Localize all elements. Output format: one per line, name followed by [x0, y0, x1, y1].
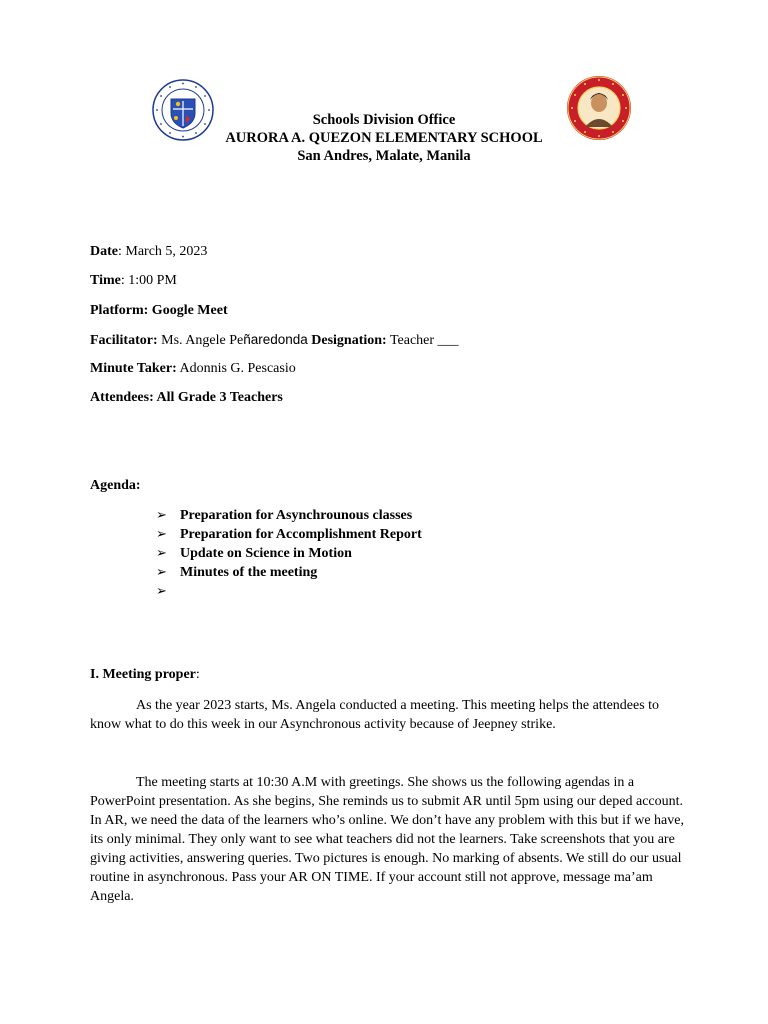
- date-value: : March 5, 2023: [118, 244, 208, 259]
- minute-taker-label: Minute Taker:: [90, 361, 177, 376]
- paragraph-2-text: The meeting starts at 10:30 A.M with greetings. She shows us the following agendas in a PowerPoint presentation. As she begins, She reminds us to submit AR until 5pm using our deped account. In AR, we need the data of the learners who’s online. We don’t have any problem with this but if we have, its only minimal. They only want to see what teachers did not the learners. Take screenshots that you are giving activities, answering queries. Two pictures is enough. No marking of absents. We still do our usual routine in asynchronous. Pass your AR ON TIME. If your account still not approve, message ma’am Angela.: [90, 775, 684, 904]
- school-header: [150, 111, 618, 165]
- attendees-line: Attendees: All Grade 3 Teachers: [90, 390, 283, 405]
- date-line: [90, 243, 207, 261]
- meeting-proper-colon: :: [195, 667, 200, 682]
- minute-taker-line: [90, 360, 296, 378]
- facilitator-value: Ms. Angele Pe: [157, 333, 244, 348]
- agenda-title: Agenda:: [90, 478, 141, 493]
- arrow-bullet-icon: ➢: [156, 527, 167, 542]
- agenda-item-text: Update on Science in Motion: [180, 546, 352, 561]
- time-value: : 1:00 PM: [120, 273, 177, 288]
- agenda-item: [156, 544, 422, 563]
- minute-taker-value: Adonnis G. Pescasio: [176, 361, 296, 376]
- paragraph-1-text: As the year 2023 starts, Ms. Angela conducted a meeting. This meeting helps the attendees to know what to do this week in our Asynchronous activity because of Jeepney strike.: [90, 698, 660, 732]
- division-office: Schools Division Office: [312, 112, 456, 128]
- school-address: San Andres, Malate, Manila: [297, 148, 471, 164]
- facilitator-label: Facilitator:: [90, 333, 158, 348]
- meeting-proper-heading: [90, 667, 200, 683]
- agenda-item: [156, 506, 422, 525]
- agenda-item: [156, 525, 422, 544]
- designation-label: Designation:: [307, 333, 387, 348]
- school-name: AURORA A. QUEZON ELEMENTARY SCHOOL: [225, 130, 543, 146]
- platform-line: Platform: Google Meet: [90, 303, 228, 318]
- meeting-proper-title: I. Meeting proper: [90, 667, 196, 682]
- time-label: Time: [90, 273, 121, 288]
- agenda-item-text: Preparation for Accomplishment Report: [180, 527, 422, 542]
- arrow-bullet-icon: ➢: [156, 508, 167, 523]
- arrow-bullet-icon: ➢: [156, 584, 167, 599]
- arrow-bullet-icon: ➢: [156, 565, 167, 580]
- agenda-item: [156, 582, 422, 601]
- arrow-bullet-icon: ➢: [156, 546, 167, 561]
- agenda-list: [156, 506, 422, 601]
- agenda-item: [156, 563, 422, 582]
- agenda-item-text: Preparation for Asynchrounous classes: [180, 508, 413, 523]
- meeting-paragraph-1: [90, 696, 690, 734]
- date-label: Date: [90, 244, 118, 259]
- time-line: [90, 272, 177, 290]
- agenda-item-text: Minutes of the meeting: [180, 565, 318, 580]
- designation-value: Teacher ___: [386, 333, 459, 348]
- facilitator-value-surname: ñaredonda: [243, 332, 308, 347]
- meeting-paragraph-2: [90, 773, 690, 906]
- facilitator-line: [90, 331, 459, 350]
